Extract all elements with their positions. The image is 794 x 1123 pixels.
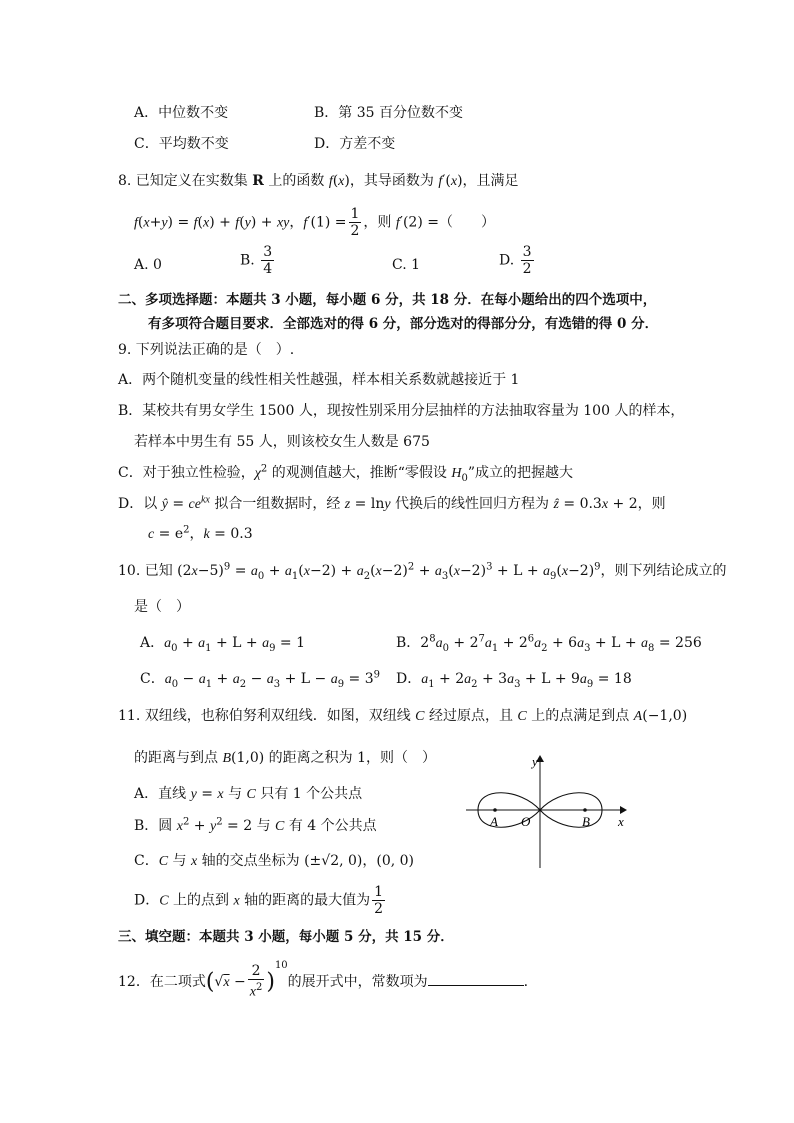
y-axis-label: y	[532, 754, 538, 769]
section2-heading-line1: 二、多项选择题：本题共 3 小题，每小题 6 分，共 18 分．在每小题给出的四个选项中，	[118, 292, 657, 308]
q11-option-d: D．C 上的点到 x 轴的距离的最大值为 $\frac{1}{2}$	[134, 884, 384, 917]
point-b-label: B	[582, 814, 590, 829]
q11-option-b: B．圆 $x^2 + y^2 = 2$ 与 C 有 4 个公共点	[134, 816, 377, 834]
q12-answer-blank[interactable]	[428, 971, 524, 986]
q9-stem: 9. 下列说法正确的是（ ）.	[118, 342, 295, 358]
q11-stem-line2: 的距离与到点 B(1,0) 的距离之积为 1，则（ ）	[134, 750, 437, 766]
x-axis-label: x	[618, 814, 624, 829]
q11-option-a: A．直线 y = x 与 C 只有 1 个公共点	[134, 786, 363, 802]
q8-condition: f(x+y) = f(x) + f(y) + xy，f′(1) = $\frac{1}{2}$ ，则 f′(2) =（ ）	[134, 206, 495, 239]
q11-stem-line1: 11. 双纽线，也称伯努利双纽线．如图，双纽线 C 经过原点，且 C 上的点满足到点 A(−1,0)	[118, 708, 688, 724]
q9-option-c: C．对于独立性检验，$\chi^2$ 的观测值越大，推断“零假设 $H_0$”成立的把握越大	[118, 463, 573, 484]
q10-option-c: C．$a_0 - a_1 + a_2 - a_3 + L - a_9 = 3^9$	[140, 669, 380, 690]
q11-option-c: C．C 与 x 轴的交点坐标为 (±√2, 0)，(0, 0)	[134, 853, 415, 869]
q10-stem-line1: 10. 已知 $(2x-5)^9 = a_0 + a_1(x-2) + a_2(x-2)^2 + a_3(x-2)^3 + L + a_9(x-2)^9$，则下列结论成立的	[118, 561, 727, 582]
q9-option-b-line2: 若样本中男生有 55 人，则该校女生人数是 675	[134, 434, 430, 450]
q8-option-a: A. 0	[134, 257, 162, 273]
q9-option-a: A．两个随机变量的线性相关性越强，样本相关系数就越接近于 1	[118, 372, 520, 388]
point-b-marker	[583, 808, 587, 812]
q10-option-b: B．$2^8a_0 + 2^7a_1 + 2^6a_2 + 6a_3 + L + a_8 = 256$	[396, 633, 702, 654]
q8-option-b: B. $\frac{3}{4}$	[240, 244, 273, 277]
point-a-label: A	[490, 814, 498, 829]
q12-end: .	[523, 974, 529, 990]
q8-option-c: C. 1	[392, 257, 421, 273]
q9-option-b-line1: B．某校共有男女学生 1500 人，现按性别采用分层抽样的方法抽取容量为 100 人的样本，	[118, 403, 685, 419]
q10-option-a: A．$a_0 + a_1 + L + a_9 = 1$	[140, 635, 305, 654]
section3-heading: 三、填空题：本题共 3 小题，每小题 5 分，共 15 分．	[118, 929, 454, 945]
q7-option-b: B．第 35 百分位数不变	[314, 105, 464, 121]
section2-heading-line2: 有多项符合题目要求．全部选对的得 6 分，部分选对的得部分分，有选错的得 0 分．	[148, 316, 659, 332]
q10-option-d: D．$a_1 + 2a_2 + 3a_3 + L + 9a_9 = 18$	[396, 671, 632, 690]
q7-option-d: D．方差不变	[314, 136, 396, 152]
q12-prefix: 12．在二项式	[118, 974, 206, 990]
q12-suffix: 的展开式中，常数项为	[287, 974, 428, 990]
q9-option-d-line2: $c = e^2$，k = 0.3	[148, 524, 253, 542]
q8-stem: 8. 已知定义在实数集 R 上的函数 f(x)，其导函数为 f′(x)，且满足	[118, 173, 519, 189]
q9-option-d-line1: D．以 ŷ = $ce^{kx}$ 拟合一组数据时，经 z = lny 代换后的线性回归方程为 ẑ = 0.3x + 2，则	[118, 494, 666, 512]
q8-option-d: D. $\frac{3}{2}$	[499, 244, 532, 277]
point-a-marker	[493, 808, 497, 812]
lemniscate-figure	[460, 748, 640, 874]
q7-option-c: C．平均数不变	[134, 136, 229, 152]
q10-stem-line2: 是（ ）	[134, 599, 190, 615]
origin-label: O	[521, 814, 531, 829]
q12-question: 12．在二项式(√x − $\frac{2}{x^2}$ )$^{10}$的展开式中，常数项为 .	[118, 960, 529, 1000]
q7-option-a: A．中位数不变	[134, 105, 229, 121]
